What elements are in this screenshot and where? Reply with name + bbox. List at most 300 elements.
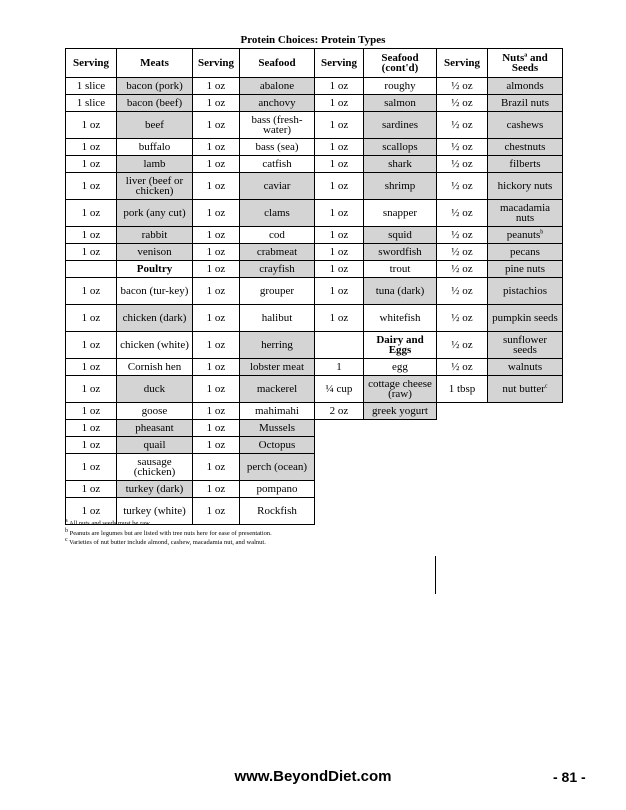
seafood-cell <box>240 437 315 454</box>
seafood-cell <box>240 332 315 359</box>
nut-seed-cell <box>488 244 563 261</box>
seafood-cell <box>240 78 315 95</box>
cell-text: ½ oz <box>451 263 473 275</box>
cell-text: ½ oz <box>451 158 473 170</box>
serving-cell <box>193 261 240 278</box>
cell-text: mackerel <box>256 383 298 395</box>
vertical-divider <box>435 556 436 594</box>
cell-text: 2 oz <box>329 405 349 417</box>
serving-cell <box>437 200 488 227</box>
meat-cell <box>117 376 193 403</box>
meat-cell <box>117 305 193 332</box>
cell-text: sunflower seeds <box>503 334 547 356</box>
cell-text: goose <box>141 405 168 417</box>
cell-text: perch (ocean) <box>246 461 308 473</box>
serving-cell <box>193 403 240 420</box>
meat-cell <box>117 481 193 498</box>
table-row <box>66 261 563 278</box>
meat-cell <box>117 139 193 156</box>
meat-cell <box>117 332 193 359</box>
serving-cell <box>315 227 364 244</box>
serving-cell <box>66 376 117 403</box>
cell-text: chestnuts <box>504 141 546 153</box>
header-seafood: Seafood <box>240 49 315 78</box>
seafood-cell <box>240 227 315 244</box>
cell-text: nut butter <box>502 383 545 395</box>
cell-text: rabbit <box>141 229 168 241</box>
cell-text: lobster meat <box>249 361 305 373</box>
empty-cell <box>315 420 364 437</box>
seafood-cell <box>240 95 315 112</box>
footnote <box>65 527 272 538</box>
empty-cell <box>488 498 563 525</box>
seafood-contd-cell <box>364 95 437 112</box>
cell-text: 1 oz <box>206 246 226 258</box>
serving-cell <box>193 332 240 359</box>
cell-text: grouper <box>259 285 295 297</box>
cell-text: ½ oz <box>451 229 473 241</box>
cell-text: ½ oz <box>451 141 473 153</box>
cell-text: 1 oz <box>81 312 101 324</box>
cell-text: cashews <box>506 119 544 131</box>
cell-text: bacon (pork) <box>126 80 183 92</box>
serving-cell <box>315 376 364 403</box>
cell-text: 1 oz <box>206 422 226 434</box>
serving-cell <box>193 112 240 139</box>
meat-cell <box>117 173 193 200</box>
cell-text: ½ oz <box>451 207 473 219</box>
cell-text: peanuts <box>506 229 541 241</box>
cell-text: macadamia nuts <box>499 202 551 224</box>
empty-cell <box>437 498 488 525</box>
nut-seed-cell <box>488 359 563 376</box>
serving-cell <box>437 95 488 112</box>
cell-text: ½ oz <box>451 312 473 324</box>
serving-cell <box>437 278 488 305</box>
seafood-contd-cell <box>364 359 437 376</box>
cell-text: venison <box>137 246 172 258</box>
cell-text: pine nuts <box>504 263 546 275</box>
page-title: Protein Choices: Protein Types <box>240 34 386 46</box>
cell-text: ½ oz <box>451 180 473 192</box>
serving-cell <box>315 305 364 332</box>
header-seafood-contd: Seafood (cont'd) <box>364 49 437 78</box>
meat-cell <box>117 437 193 454</box>
cell-text: buffalo <box>138 141 171 153</box>
serving-cell <box>193 454 240 481</box>
table-row <box>66 78 563 95</box>
cell-text: 1 oz <box>81 483 101 495</box>
header-nuts-text: Nuts <box>502 52 525 64</box>
cell-text: trout <box>389 263 411 275</box>
seafood-cell <box>240 305 315 332</box>
serving-cell <box>315 139 364 156</box>
cell-text: 1 oz <box>206 97 226 109</box>
serving-cell <box>193 376 240 403</box>
seafood-contd-cell <box>364 332 437 359</box>
header-serving-3: Serving <box>315 49 364 78</box>
cell-text: Mussels <box>258 422 296 434</box>
cell-text: shrimp <box>384 180 416 192</box>
cell-text: 1 tbsp <box>448 383 476 395</box>
footnotes <box>65 517 272 549</box>
serving-cell <box>437 156 488 173</box>
serving-cell <box>315 112 364 139</box>
empty-cell <box>315 454 364 481</box>
cell-text: ½ oz <box>451 285 473 297</box>
cell-text: clams <box>264 207 290 219</box>
serving-cell <box>193 173 240 200</box>
serving-cell <box>66 305 117 332</box>
serving-cell <box>66 227 117 244</box>
serving-cell <box>437 305 488 332</box>
seafood-contd-cell <box>364 200 437 227</box>
serving-cell <box>437 376 488 403</box>
serving-cell <box>66 481 117 498</box>
cell-text: roughy <box>384 80 416 92</box>
cell-text: Dairy and Eggs <box>376 334 424 356</box>
meat-cell <box>117 420 193 437</box>
table-row <box>66 95 563 112</box>
cell-text: 1 oz <box>81 422 101 434</box>
cell-text: pistachios <box>503 285 547 297</box>
seafood-contd-cell <box>364 227 437 244</box>
serving-cell <box>315 332 364 359</box>
serving-cell <box>193 481 240 498</box>
serving-cell <box>193 359 240 376</box>
empty-cell <box>437 437 488 454</box>
cell-text: ½ oz <box>451 361 473 373</box>
cell-text: quail <box>143 439 166 451</box>
cell-text: 1 oz <box>206 229 226 241</box>
serving-cell <box>193 227 240 244</box>
serving-cell <box>193 156 240 173</box>
empty-cell <box>364 498 437 525</box>
seafood-contd-cell <box>364 139 437 156</box>
serving-cell <box>437 139 488 156</box>
nut-seed-cell <box>488 227 563 244</box>
serving-cell <box>66 420 117 437</box>
cell-text: bacon (tur-key) <box>120 285 189 297</box>
cell-text: Poultry <box>136 263 173 275</box>
serving-cell <box>437 112 488 139</box>
cell-text: 1 oz <box>206 405 226 417</box>
table-body <box>66 78 563 525</box>
meat-cell <box>117 227 193 244</box>
serving-cell <box>315 78 364 95</box>
cell-text: turkey (dark) <box>125 483 184 495</box>
cell-text: 1 oz <box>206 180 226 192</box>
footnote-ref: b <box>540 229 544 236</box>
cell-text: catfish <box>262 158 292 170</box>
serving-cell <box>437 261 488 278</box>
empty-cell <box>437 420 488 437</box>
cell-text: squid <box>388 229 412 241</box>
serving-cell <box>437 227 488 244</box>
cell-text: crayfish <box>259 263 295 275</box>
serving-cell <box>315 261 364 278</box>
serving-cell <box>66 403 117 420</box>
nut-seed-cell <box>488 200 563 227</box>
cell-text: 1 oz <box>206 263 226 275</box>
serving-cell <box>315 173 364 200</box>
cell-text: 1 oz <box>329 141 349 153</box>
cell-text: 1 oz <box>81 439 101 451</box>
cell-text: shark <box>388 158 412 170</box>
footnote-text: Peanuts are legumes but are listed with tree nuts here for ease of presentation. <box>68 529 272 537</box>
table-row <box>66 403 563 420</box>
cell-text: 1 oz <box>206 141 226 153</box>
nut-seed-cell <box>488 78 563 95</box>
serving-cell <box>315 200 364 227</box>
seafood-contd-cell <box>364 112 437 139</box>
cell-text: 1 oz <box>329 246 349 258</box>
nut-seed-cell <box>488 95 563 112</box>
table-row <box>66 227 563 244</box>
table-row <box>66 156 563 173</box>
nut-seed-cell <box>488 173 563 200</box>
cell-text: 1 oz <box>81 361 101 373</box>
footnote-mark: a <box>65 517 68 524</box>
footnote <box>65 517 272 528</box>
cell-text: 1 oz <box>81 505 101 517</box>
cell-text: greek yogurt <box>372 405 428 417</box>
cell-text: 1 oz <box>206 80 226 92</box>
meat-cell <box>117 112 193 139</box>
cell-text: 1 oz <box>206 339 226 351</box>
header-row <box>66 49 563 78</box>
table-row <box>66 437 563 454</box>
cell-text: sausage (chicken) <box>133 456 176 478</box>
header-serving-4: Serving <box>437 49 488 78</box>
cell-text: pork (any cut) <box>123 207 186 219</box>
empty-cell <box>315 437 364 454</box>
cell-text: 1 oz <box>81 119 101 131</box>
seafood-cell <box>240 454 315 481</box>
cell-text: 1 oz <box>81 339 101 351</box>
meat-cell <box>117 261 193 278</box>
cell-text: abalone <box>259 80 295 92</box>
cell-text: pecans <box>510 246 540 258</box>
seafood-cell <box>240 139 315 156</box>
cell-text: herring <box>261 339 293 351</box>
cell-text: 1 oz <box>206 207 226 219</box>
seafood-cell <box>240 173 315 200</box>
cell-text: 1 oz <box>206 285 226 297</box>
cell-text: cottage cheese (raw) <box>368 378 432 400</box>
table-row <box>66 359 563 376</box>
meat-cell <box>117 156 193 173</box>
protein-table <box>65 48 563 525</box>
header-serving-1: Serving <box>66 49 117 78</box>
serving-cell <box>437 78 488 95</box>
serving-cell <box>315 156 364 173</box>
cell-text: mahimahi <box>255 405 299 417</box>
serving-cell <box>193 305 240 332</box>
nut-seed-cell <box>488 305 563 332</box>
cell-text: 1 oz <box>81 180 101 192</box>
meat-cell <box>117 359 193 376</box>
header-seeds-text: and Seeds <box>511 52 548 74</box>
footnote-text: Varieties of nut butter include almond, cashew, macadamia nut, and walnut. <box>67 539 266 546</box>
table-row <box>66 139 563 156</box>
cell-text: 1 oz <box>329 97 349 109</box>
cell-text: beef <box>145 119 164 131</box>
cell-text: bass (sea) <box>255 141 299 153</box>
cell-text: ½ oz <box>451 80 473 92</box>
cell-text: 1 oz <box>329 180 349 192</box>
nut-seed-cell <box>488 112 563 139</box>
seafood-contd-cell <box>364 305 437 332</box>
seafood-cell <box>240 261 315 278</box>
cell-text: walnuts <box>507 361 543 373</box>
cell-text: crabmeat <box>256 246 298 258</box>
cell-text: ½ oz <box>451 339 473 351</box>
serving-cell <box>66 173 117 200</box>
cell-text: 1 oz <box>329 312 349 324</box>
seafood-cell <box>240 244 315 261</box>
serving-cell <box>66 95 117 112</box>
table-row <box>66 332 563 359</box>
seafood-cell <box>240 481 315 498</box>
cell-text: 1 oz <box>206 505 226 517</box>
seafood-contd-cell <box>364 78 437 95</box>
empty-cell <box>488 454 563 481</box>
nut-seed-cell <box>488 278 563 305</box>
cell-text: 1 oz <box>81 141 101 153</box>
cell-text: 1 oz <box>206 119 226 131</box>
table-row <box>66 376 563 403</box>
empty-cell <box>488 403 563 420</box>
nut-seed-cell <box>488 261 563 278</box>
serving-cell <box>193 278 240 305</box>
cell-text: Rockfish <box>257 505 297 517</box>
serving-cell <box>66 200 117 227</box>
cell-text: 1 oz <box>81 405 101 417</box>
cell-text: 1 oz <box>329 80 349 92</box>
seafood-contd-cell <box>364 278 437 305</box>
serving-cell <box>66 244 117 261</box>
cell-text: caviar <box>263 180 291 192</box>
table-row <box>66 305 563 332</box>
cell-text: 1 oz <box>206 361 226 373</box>
seafood-cell <box>240 376 315 403</box>
empty-cell <box>364 481 437 498</box>
serving-cell <box>66 332 117 359</box>
footnote-mark: c <box>65 536 68 543</box>
header-serving-2: Serving <box>193 49 240 78</box>
cell-text: tuna (dark) <box>375 285 425 297</box>
meat-cell <box>117 200 193 227</box>
meat-cell <box>117 454 193 481</box>
cell-text: cod <box>269 229 285 241</box>
cell-text: 1 oz <box>329 158 349 170</box>
cell-text: duck <box>143 383 166 395</box>
table-row <box>66 278 563 305</box>
cell-text: liver (beef or chicken) <box>125 175 184 197</box>
serving-cell <box>437 244 488 261</box>
page-number: - 81 - <box>553 769 586 785</box>
seafood-contd-cell <box>364 376 437 403</box>
nut-seed-cell <box>488 376 563 403</box>
table-row <box>66 420 563 437</box>
cell-text: ½ oz <box>451 97 473 109</box>
table-row <box>66 173 563 200</box>
cell-text: pheasant <box>135 422 174 434</box>
cell-text: 1 oz <box>206 383 226 395</box>
table-row <box>66 244 563 261</box>
cell-text: filberts <box>509 158 541 170</box>
serving-cell <box>437 359 488 376</box>
cell-text: 1 oz <box>81 461 101 473</box>
cell-text: 1 oz <box>81 246 101 258</box>
empty-cell <box>488 420 563 437</box>
serving-cell <box>193 244 240 261</box>
cell-text: 1 slice <box>76 97 106 109</box>
empty-cell <box>364 420 437 437</box>
cell-text: 1 oz <box>81 158 101 170</box>
seafood-cell <box>240 359 315 376</box>
cell-text: snapper <box>382 207 418 219</box>
serving-cell <box>315 359 364 376</box>
serving-cell <box>66 139 117 156</box>
serving-cell <box>437 173 488 200</box>
cell-text: halibut <box>261 312 293 324</box>
table-row <box>66 112 563 139</box>
cell-text: 1 oz <box>81 285 101 297</box>
cell-text: ½ oz <box>451 246 473 258</box>
cell-text: Brazil nuts <box>501 97 549 109</box>
footnote-mark: b <box>65 527 68 534</box>
cell-text: salmon <box>384 97 416 109</box>
footer-url: www.BeyondDiet.com <box>234 768 392 785</box>
table-row <box>66 481 563 498</box>
cell-text: 1 oz <box>329 207 349 219</box>
cell-text: 1 oz <box>329 285 349 297</box>
cell-text: whitefish <box>379 312 421 324</box>
cell-text: egg <box>392 361 408 373</box>
empty-cell <box>437 481 488 498</box>
cell-text: Cornish hen <box>127 361 182 373</box>
serving-cell <box>66 78 117 95</box>
cell-text: 1 oz <box>329 263 349 275</box>
seafood-contd-cell <box>364 244 437 261</box>
serving-cell <box>66 437 117 454</box>
empty-cell <box>437 454 488 481</box>
meat-cell <box>117 78 193 95</box>
cell-text: chicken (dark) <box>122 312 187 324</box>
meat-cell <box>117 95 193 112</box>
seafood-contd-cell <box>364 173 437 200</box>
cell-text: almonds <box>506 80 544 92</box>
seafood-cell <box>240 403 315 420</box>
serving-cell <box>66 359 117 376</box>
footnote-ref: c <box>544 383 548 390</box>
seafood-contd-cell <box>364 403 437 420</box>
serving-cell <box>315 95 364 112</box>
cell-text: 1 oz <box>329 119 349 131</box>
meat-cell <box>117 278 193 305</box>
cell-text: 1 oz <box>81 383 101 395</box>
cell-text: hickory nuts <box>497 180 553 192</box>
meat-cell <box>117 403 193 420</box>
empty-cell <box>315 498 364 525</box>
meat-cell <box>117 244 193 261</box>
cell-text: 1 oz <box>206 461 226 473</box>
cell-text: 1 <box>336 361 342 373</box>
cell-text: bacon (beef) <box>126 97 183 109</box>
cell-text: 1 oz <box>81 229 101 241</box>
